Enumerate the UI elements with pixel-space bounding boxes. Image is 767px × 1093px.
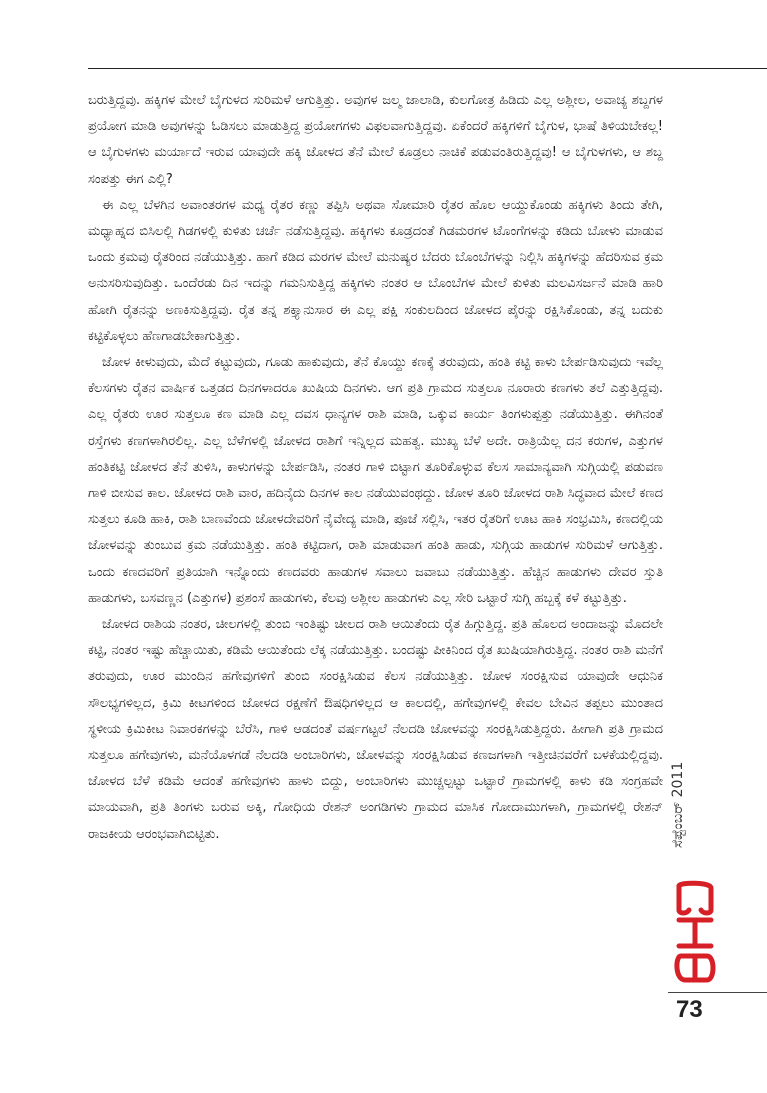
article-body: [88, 88, 663, 848]
issue-date: ಸೆಪ್ಟೆಂಬರ್ 2011: [670, 761, 686, 848]
top-rule: [88, 68, 767, 69]
mayura-logo-icon: [673, 880, 717, 986]
article-paragraph: ಬರುತ್ತಿದ್ದವು. ಹಕ್ಕಿಗಳ ಮೇಲೆ ಬೈಗುಳದ ಸುರಿಮಳೆ ಆಗುತ್ತಿತ್ತು. ಅವುಗಳ ಜಲ್ಮ ಜಾಲಾಡಿ, ಕುಲಗೋತ್ರ ಹಿಡಿದು ಎಲ್ಲ ಅಶ್ಲೀಲ, ಅವಾಚ್ಯ ಶಬ್ದಗಳ ಪ್ರಯೋಗ ಮಾಡಿ ಅವುಗಳನ್ನು ಓಡಿಸಲು ಮಾಡುತ್ತಿದ್ದ ಪ್ರಯೋಗಗಳು ವಿಫಲವಾಗುತ್ತಿದ್ದವು. ಏಕೆಂದರೆ ಹಕ್ಕಿಗಳಿಗೆ ಬೈಗುಳ, ಭಾಷೆ ತಿಳಿಯಬೇಕಲ್ಲ! ಆ ಬೈಗುಳಗಳು ಮರ್ಯಾದೆ ಇರುವ ಯಾವುದೇ ಹಕ್ಕಿ ಜೋಳದ ತೆನೆ ಮೇಲೆ ಕೂಡ್ರಲು ನಾಚಿಕೆ ಪಡುವಂತಿರುತ್ತಿದ್ದವು! ಆ ಬೈಗುಳಗಳು, ಆ ಶಬ್ದ ಸಂಪತ್ತು ಈಗ ಎಲ್ಲಿ?: [88, 93, 663, 187]
page-number: 73: [676, 996, 703, 1023]
article-paragraph: ಜೋಳ ಕೀಳುವುದು, ಮೆದೆ ಕಟ್ಟುವುದು, ಗೂಡು ಹಾಕುವುದು, ತೆನೆ ಕೊಯ್ದು ಕಣಕ್ಕೆ ತರುವುದು, ಹಂತಿ ಕಟ್ಟಿ ಕಾಳು ಬೇರ್ಪಡಿಸುವುದು ಇವೆಲ್ಲ ಕೆಲಸಗಳು ರೈತನ ವಾರ್ಷಿಕ ಒತ್ತಡದ ದಿನಗಳಾದರೂ ಖುಷಿಯ ದಿನಗಳು. ಆಗ ಪ್ರತಿ ಗ್ರಾಮದ ಸುತ್ತಲೂ ನೂರಾರು ಕಣಗಳು ತಲೆ ಎತ್ತುತ್ತಿದ್ದವು. ಎಲ್ಲ ರೈತರು ಊರ ಸುತ್ತಲೂ ಕಣ ಮಾಡಿ ಎಲ್ಲ ದವಸ ಧಾನ್ಯಗಳ ರಾಶಿ ಮಾಡಿ, ಒಕ್ಕುವ ಕಾರ್ಯ ತಿಂಗಳುಪ್ಪತ್ತು ನಡೆಯುತ್ತಿತ್ತು. ಈಗಿನಂತೆ ರಸ್ತೆಗಳು ಕಣಗಳಾಗಿರಲಿಲ್ಲ. ಎಲ್ಲ ಬೆಳೆಗಳಲ್ಲಿ ಜೋಳದ ರಾಶಿಗೆ ಇನ್ನಿಲ್ಲದ ಮಹತ್ವ. ಮುಖ್ಯ ಬೆಳೆ ಅದೇ. ರಾತ್ರಿಯೆಲ್ಲ ದನ ಕರುಗಳ, ಎತ್ತುಗಳ ಹಂತಿಕಟ್ಟಿ ಜೋಳದ ತೆನೆ ತುಳಿಸಿ, ಕಾಳುಗಳನ್ನು ಬೇರ್ಪಡಿಸಿ, ನಂತರ ಗಾಳಿ ಬಿಟ್ಟಾಗ ತೂರಿಕೊಳ್ಳುವ ಕೆಲಸ ಸಾಮಾನ್ಯವಾಗಿ ಸುಗ್ಗಿಯಲ್ಲಿ ಪಡುವಣ ಗಾಳಿ ಬೀಸುವ ಕಾಲ. ಜೋಳದ ರಾಶಿ ವಾರ, ಹದಿನೈದು ದಿನಗಳ ಕಾಲ ನಡೆಯುವಂಥದ್ದು. ಜೋಳ ತೂರಿ ಜೋಳದ ರಾಶಿ ಸಿದ್ಧವಾದ ಮೇಲೆ ಕಣದ ಸುತ್ತಲು ಕೂಡಿ ಹಾಕಿ, ರಾಶಿ ಬಾಣವೆಂದು ಜೋಳದೇವರಿಗೆ ನೈವೇದ್ಯ ಮಾಡಿ, ಪೂಜೆ ಸಲ್ಲಿಸಿ, ಇತರ ರೈತರಿಗೆ ಊಟ ಹಾಕಿ ಸಂಭ್ರಮಿಸಿ, ಕಣದಲ್ಲಿಯ ಜೋಳವನ್ನು ತುಂಬುವ ಕ್ರಮ ನಡೆಯುತ್ತಿತ್ತು. ಹಂತಿ ಕಟ್ಟಿದಾಗ, ರಾಶಿ ಮಾಡುವಾಗ ಹಂತಿ ಹಾಡು, ಸುಗ್ಗಿಯ ಹಾಡುಗಳ ಸುರಿಮಳೆ ಆಗುತ್ತಿತ್ತು. ಒಂದು ಕಣದವರಿಗೆ ಪ್ರತಿಯಾಗಿ ಇನ್ನೊಂದು ಕಣದವರು ಹಾಡುಗಳ ಸವಾಲು ಜವಾಬು ನಡೆಯುತ್ತಿತ್ತು. ಹೆಚ್ಚಿನ ಹಾಡುಗಳು ದೇವರ ಸ್ತುತಿ ಹಾಡುಗಳು, ಬಸವಣ್ಣನ (ಎತ್ತುಗಳ) ಪ್ರಶಂಸೆ ಹಾಡುಗಳು, ಕೆಲವು ಅಶ್ಲೀಲ ಹಾಡುಗಳು ಎಲ್ಲ ಸೇರಿ ಒಟ್ಟಾರೆ ಸುಗ್ಗಿ ಹಬ್ಬಕ್ಕೆ ಕಳೆ ಕಟ್ಟುತ್ತಿತ್ತು.: [88, 355, 663, 606]
article-paragraph: ಈ ಎಲ್ಲ ಬೆಳಗಿನ ಅವಾಂತರಗಳ ಮಧ್ಯ ರೈತರ ಕಣ್ಣು ತಪ್ಪಿಸಿ ಅಥವಾ ಸೋಮಾರಿ ರೈತರ ಹೊಲ ಆಯ್ದುಕೊಂಡು ಹಕ್ಕಿಗಳು ತಿಂದು ತೇಗಿ, ಮಧ್ಯಾಹ್ನದ ಬಿಸಿಲಲ್ಲಿ ಗಿಡಗಳಲ್ಲಿ ಕುಳಿತು ಚರ್ಚೆ ನಡೆಸುತ್ತಿದ್ದವು. ಹಕ್ಕಿಗಳು ಕೂಡ್ರದಂತೆ ಗಿಡಮರಗಳ ಟೊಂಗೆಗಳನ್ನು ಕಡಿದು ಬೋಳು ಮಾಡುವ ಒಂದು ಕ್ರಮವು ರೈತರಿಂದ ನಡೆಯುತ್ತಿತ್ತು. ಹಾಗೆ ಕಡಿದ ಮರಗಳ ಮೇಲೆ ಮನುಷ್ಯರ ಬೆದರು ಬೊಂಬೆಗಳನ್ನು ನಿಲ್ಲಿಸಿ ಹಕ್ಕಿಗಳನ್ನು ಹೆದರಿಸುವ ಕ್ರಮ ಅನುಸರಿಸುವುದಿತ್ತು. ಒಂದೆರಡು ದಿನ ಇದನ್ನು ಗಮನಿಸುತ್ತಿದ್ದ ಹಕ್ಕಿಗಳು ನಂತರ ಆ ಬೊಂಬೆಗಳ ಮೇಲೆ ಕುಳಿತು ಮಲವಿಸರ್ಜನೆ ಮಾಡಿ ಹಾರಿ ಹೋಗಿ ರೈತನನ್ನು ಅಣಕಿಸುತ್ತಿದ್ದವು. ರೈತ ತನ್ನ ಶಕ್ತ್ಯಾನುಸಾರ ಈ ಎಲ್ಲ ಪಕ್ಷಿ ಸಂಕುಲದಿಂದ ಜೋಳದ ಪೈರನ್ನು ರಕ್ಷಿಸಿಕೊಂಡು, ತನ್ನ ಬದುಕು ಕಟ್ಟಿಕೊಳ್ಳಲು ಹೆಣಗಾಡಬೇಕಾಗುತ್ತಿತ್ತು.: [88, 197, 663, 344]
magazine-logo: [673, 880, 717, 986]
page-number-rule: [668, 992, 767, 993]
article-paragraph: ಜೋಳದ ರಾಶಿಯ ನಂತರ, ಚೀಲಗಳಲ್ಲಿ ತುಂಬಿ ಇಂತಿಷ್ಟು ಚೀಲದ ರಾಶಿ ಆಯಿತೆಂದು ರೈತ ಹಿಗ್ಗುತ್ತಿದ್ದ. ಪ್ರತಿ ಹೊಲದ ಅಂದಾಜನ್ನು ಮೊದಲೇ ಕಟ್ಟಿ, ನಂತರ ಇಷ್ಟು ಹೆಚ್ಚಾಯಿತು, ಕಡಿಮೆ ಆಯಿತೆಂದು ಲೆಕ್ಕ ನಡೆಯುತ್ತಿತ್ತು. ಬಂದಷ್ಟು ಪೀಕಿನಿಂದ ರೈತ ಖುಷಿಯಾಗಿರುತ್ತಿದ್ದ. ನಂತರ ರಾಶಿ ಮನೆಗೆ ತರುವುದು, ಊರ ಮುಂದಿನ ಹಗೇವುಗಳಿಗೆ ತುಂಬಿ ಸಂರಕ್ಷಿಸಿಡುವ ಕೆಲಸ ನಡೆಯುತ್ತಿತ್ತು. ಜೋಳ ಸಂರಕ್ಷಿಸುವ ಯಾವುದೇ ಆಧುನಿಕ ಸೌಲಭ್ಯಗಳಿಲ್ಲದ, ಕ್ರಿಮಿ ಕೀಟಗಳಿಂದ ಜೋಳದ ರಕ್ಷಣೆಗೆ ಔಷಧಿಗಳಿಲ್ಲದ ಆ ಕಾಲದಲ್ಲಿ, ಹಗೇವುಗಳಲ್ಲಿ ಕೇವಲ ಬೇವಿನ ತಪ್ಪಲು ಮುಂತಾದ ಸ್ಥಳೀಯ ಕ್ರಿಮಿಕೀಟ ನಿವಾರಕಗಳನ್ನು ಬೆರೆಸಿ, ಗಾಳಿ ಆಡದಂತೆ ವರ್ಷಗಟ್ಟಲೆ ನೆಲದಡಿ ಜೋಳವನ್ನು ಸಂರಕ್ಷಿಸಿಡುತ್ತಿದ್ದರು. ಹೀಗಾಗಿ ಪ್ರತಿ ಗ್ರಾಮದ ಸುತ್ತಲೂ ಹಗೇವುಗಳು, ಮನೆಯೊಳಗಡೆ ನೆಲದಡಿ ಅಂಬಾರಿಗಳು, ಜೋಳವನ್ನು ಸಂರಕ್ಷಿಸಿಡುವ ಕಣಜಗಳಾಗಿ ಇತ್ತೀಚಿನವರೆಗೆ ಬಳಕೆಯಲ್ಲಿದ್ದವು. ಜೋಳದ ಬೆಳೆ ಕಡಿಮೆ ಆದಂತೆ ಹಗೇವುಗಳು ಹಾಳು ಬಿದ್ದು, ಅಂಬಾರಿಗಳು ಮುಚ್ಚಲ್ಪಟ್ಟು ಒಟ್ಟಾರೆ ಗ್ರಾಮಗಳಲ್ಲಿ ಕಾಳು ಕಡಿ ಸಂಗ್ರಹವೇ ಮಾಯವಾಗಿ, ಪ್ರತಿ ತಿಂಗಳು ಬರುವ ಅಕ್ಕಿ, ಗೋಧಿಯ ರೇಶನ್ ಅಂಗಡಿಗಳು ಗ್ರಾಮದ ಮಾಸಿಕ ಗೋದಾಮುಗಳಾಗಿ, ಗ್ರಾಮಗಳಲ್ಲಿ ರೇಶನ್ ರಾಜಕೀಯ ಆರಂಭವಾಗಿಬಿಟ್ಟಿತು.: [88, 617, 663, 842]
